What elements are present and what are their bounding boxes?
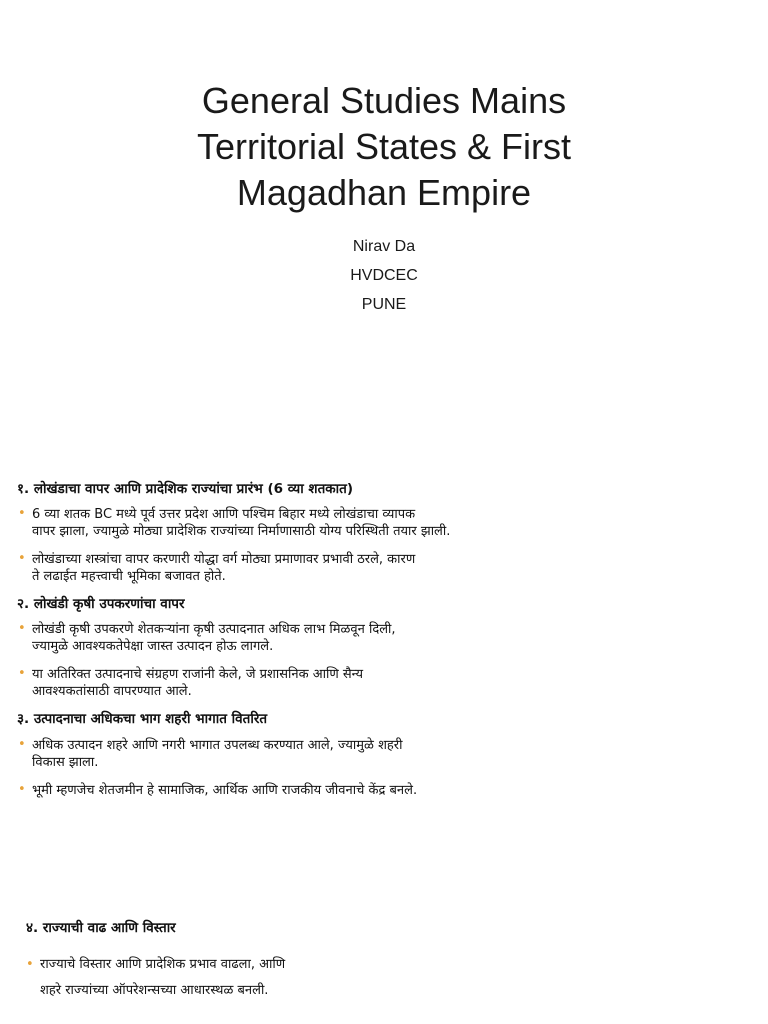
bullet-dot-icon: • [18,782,26,797]
bullet-dot-icon: • [18,737,26,752]
city: PUNE [361,296,407,313]
bullet-dot-icon: • [26,957,34,972]
bullet-dot-icon: • [18,506,26,521]
bullet-dot-icon: • [18,551,26,566]
bullet-text: लोखंडाच्या शस्त्रांचा वापर करणारी योद्धा वर्ग मोठ्या प्रमाणावर प्रभावी ठरले, कारण ते लढाईत महत्त्वाची भूमिका बजावत होते. [32,552,416,584]
title-line: Magadhan Empire [236,172,532,213]
bullet-dot-icon: • [18,621,26,636]
slide-title [84,78,684,216]
bullet-item [26,952,386,1004]
author-name: Nirav Da [352,238,416,255]
section-heading: २. लोखंडी कृषी उपकरणांचा वापर [17,596,185,612]
bullet-item [18,506,518,540]
section-heading: ३. उत्पादनाचा अधिकचा भाग शहरी भागात वितरित [17,711,268,727]
section-heading: ४. राज्याची वाढ आणि विस्तार [26,920,176,936]
section-heading: १. लोखंडाचा वापर आणि प्रादेशिक राज्यांचा प्रारंभ (6 व्या शतकात) [17,481,354,497]
bullet-text: राज्याचे विस्तार आणि प्रादेशिक प्रभाव वाढला, आणि शहरे राज्यांच्या ऑपरेशन्सच्या आधारस्थळ बनली. [40,957,286,998]
bullet-item [18,551,518,585]
bullet-dot-icon: • [18,666,26,681]
bullet-item [18,666,518,700]
bullet-text: भूमी म्हणजेच शेतजमीन हे सामाजिक, आर्थिक आणि राजकीय जीवनाचे केंद्र बनले. [32,783,418,798]
bullet-item [18,621,518,655]
institution: HVDCEC [350,267,418,284]
title-line: General Studies Mains [201,80,567,121]
bullet-text: लोखंडी कृषी उपकरणे शेतकऱ्यांना कृषी उत्पादनात अधिक लाभ मिळवून दिली, ज्यामुळे आवश्यकतेपेक्षा जास्त उत्पादन होऊ लागले. [32,622,396,654]
bullet-item [18,737,518,771]
bullet-text: अधिक उत्पादन शहरे आणि नगरी भागात उपलब्ध करण्यात आले, ज्यामुळे शहरी विकास झाला. [32,738,403,770]
bullet-text: 6 व्या शतक BC मध्ये पूर्व उत्तर प्रदेश आणि पश्चिम बिहार मध्ये लोखंडाचा व्यापक वापर झाला, ज्यामुळे मोठ्या प्रादेशिक राज्यांच्या निर्माणासाठी योग्य परिस्थिती तयार झाली. [32,507,451,539]
slide-subtitle [184,232,584,319]
bullet-text: या अतिरिक्त उत्पादनाचे संग्रहण राजांनी केले, जे प्रशासनिक आणि सैन्य आवश्यकतांसाठी वापरण्यात आले. [32,667,364,699]
title-line: Territorial States & First [196,126,572,167]
title-slide [0,0,768,420]
bullet-item [18,782,518,799]
